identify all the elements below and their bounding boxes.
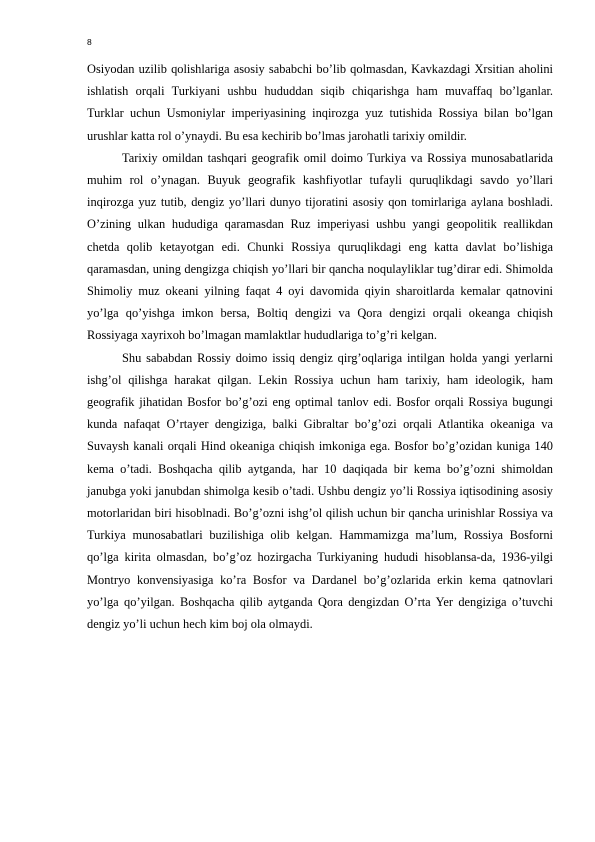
paragraph-2: Tarixiy omildan tashqari geografik omil doimo Turkiya va Rossiya munosabatlarida muhim rol o’ynagan. Buyuk geografik kashfiyotlar tufayli quruqlikdagi savdo yo’llari inqirozga yuz tutib, dengiz yo’llari dunyo tijoratini asosiy qon tomirlariga aylana boshladi. O’zining ulkan hududiga qaramasdan Ruz imperiyasi ushbu yangi geopolitik reallikdan chetda qolib ketayotgan edi. Chunki Rossiya quruqlikdagi eng katta davlat bo’lishiga qaramasdan, uning dengizga chiqish yo’llari bir qancha noqulayliklar tug’dirar edi. Shimolda Shimoliy muz okeani yilning faqat 4 oyi davomida qiyin sharoitlarda kemalar qatnovini yo’lga qo’yishga imkon bersa, Boltiq dengizi va Qora dengizi orqali okeanga chiqish Rossiyaga xayrixoh bo’lmagan mamlaktlar hududlariga to’g’ri kelgan.	[87, 150, 553, 343]
paragraph-3: Shu sababdan Rossiy doimo issiq dengiz qirg’oqlariga intilgan holda yangi yerlarni ishg’ol qilishga harakat qilgan. Lekin Rossiya uchun ham tarixiy, ham ideologik, ham geografik jihatidan Bosfor bo’g’ozi eng optimal tanlov edi. Bosfor orqali Rossiya bugungi kunda nafaqat O’rtayer dengiziga, balki Gibraltar bo’g’ozi orqali Atlantika okeaniga va Suvaysh kanali orqali Hind okeaniga chiqish imkoniga ega. Bosfor bo’g’ozidan kuniga 140 kema o’tadi. Boshqacha qilib aytganda, har 10 daqiqada bir kema bo’g’ozni shimoldan janubga yoki janubdan shimolga kesib o’tadi. Ushbu dengiz yo’li Rossiya iqtisodining asosiy motorlaridan biri hisoblnadi. Bo’g’ozni ishg’ol qilish uchun bir qancha urinishlar Rossiya va Turkiya munosabatlari buzilishiga olib kelgan. Hammamizga ma’lum, Rossiya Bosforni qo’lga kirita olmasdan, bo’g’oz hozirgacha Turkiyaning hududi hisoblansa-da, 1936-yilgi Montryo konvensiyasiga ko’ra Bosfor va Dardanel bo’g’ozlarida erkin kema qatnovlari yo’lga qo’yilgan. Boshqacha qilib aytganda Qora dengizdan O’rta Yer dengiziga o’tuvchi dengiz yo’li uchun hech kim boj ola olmaydi.	[87, 350, 553, 632]
paragraph-1: Osiyodan uzilib qolishlariga asosiy sababchi bo’lib qolmasdan, Kavkazdagi Xrsitian aholini ishlatish orqali Turkiyani ushbu hududdan siqib chiqarishga ham muvaffaq bo’lganlar. Turklar uchun Usmoniylar imperiyasining inqirozga yuz tutishida Rossiya bilan bo’lgan urushlar katta rol o’ynaydi. Bu esa kechirib bo’lmas jarohatli tarixiy omildir.	[87, 62, 553, 143]
document-body	[87, 58, 553, 635]
page-number: 8	[87, 37, 92, 47]
